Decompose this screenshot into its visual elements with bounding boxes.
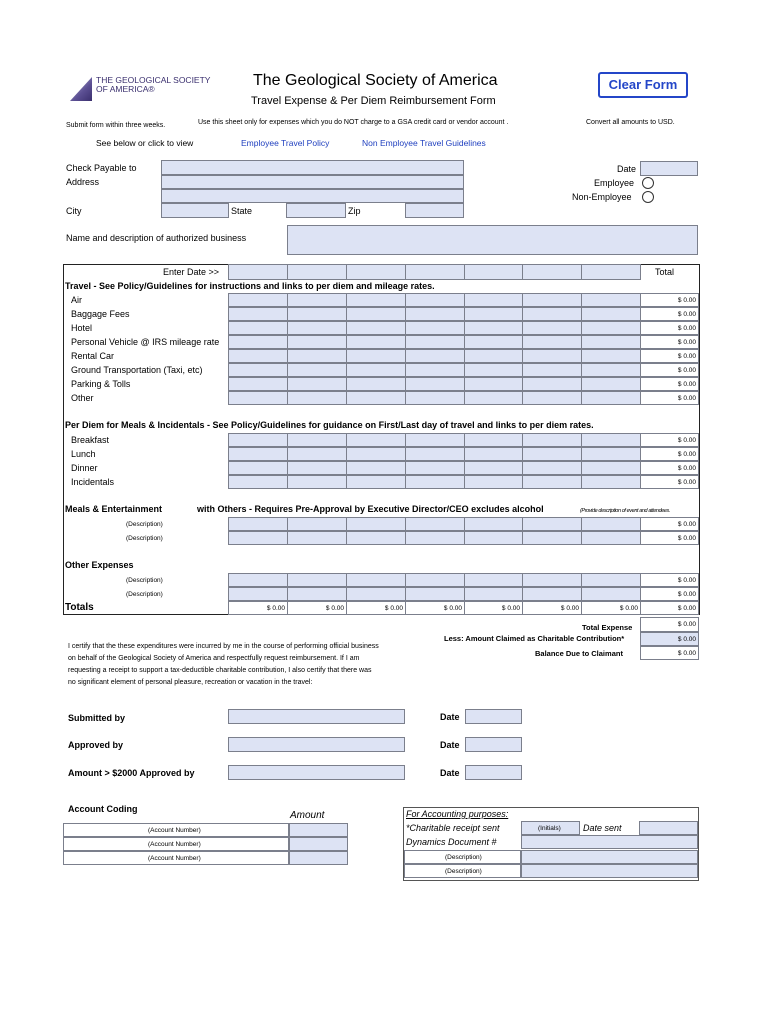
- travel-row-3-cell-7[interactable]: [581, 321, 641, 335]
- grand-total: $ 0.00: [640, 601, 699, 615]
- submitted-by-label: Submitted by: [68, 713, 126, 723]
- total-expense-value: $ 0.00: [640, 617, 699, 632]
- dynamics-field[interactable]: [521, 835, 698, 849]
- date-column-7[interactable]: [581, 264, 641, 280]
- business-desc-label: Name and description of authorized business: [66, 233, 247, 243]
- logo-text-1: THE GEOLOGICAL SOCIETY: [96, 75, 211, 85]
- address-field-2[interactable]: [161, 189, 464, 203]
- meals-row-1-total: $ 0.00: [640, 517, 699, 531]
- other-row-1-cell-3[interactable]: [346, 573, 406, 587]
- travel-row-8-cell-5[interactable]: [464, 391, 523, 405]
- travel-row-4-cell-7[interactable]: [581, 335, 641, 349]
- per-diem-row-2-cell-3[interactable]: [346, 447, 406, 461]
- total-expense-label: Total Expense: [582, 623, 633, 632]
- per-diem-row-2-cell-4[interactable]: [405, 447, 465, 461]
- totals-label: Totals: [65, 602, 94, 613]
- per-diem-row-1-cell-4[interactable]: [405, 433, 465, 447]
- approved-by-field[interactable]: [228, 737, 405, 752]
- other-row-1-cell-2[interactable]: [287, 573, 347, 587]
- over2000-date-label: Date: [440, 768, 460, 778]
- logo: [70, 75, 220, 105]
- per-diem-row-4-total: $ 0.00: [640, 475, 699, 489]
- column-total-4: $ 0.00: [405, 601, 465, 615]
- date-sent-label: Date sent: [583, 823, 622, 833]
- column-total-2: $ 0.00: [287, 601, 347, 615]
- travel-row-8-cell-4[interactable]: [405, 391, 465, 405]
- travel-row-2-cell-4[interactable]: [405, 307, 465, 321]
- travel-row-3-cell-4[interactable]: [405, 321, 465, 335]
- travel-row-4-cell-4[interactable]: [405, 335, 465, 349]
- over2000-field[interactable]: [228, 765, 405, 780]
- other-desc-label: (Description): [126, 591, 163, 598]
- charitable-sent-label: *Charitable receipt sent: [406, 823, 500, 833]
- submitted-date-field[interactable]: [465, 709, 522, 724]
- balance-due-label: Balance Due to Claimant: [535, 649, 623, 658]
- travel-row-1-cell-1[interactable]: [228, 293, 288, 307]
- other-row-2-cell-3[interactable]: [346, 587, 406, 601]
- per-diem-row-3-cell-3[interactable]: [346, 461, 406, 475]
- meals-header: Meals & Entertainment: [65, 504, 163, 514]
- per-diem-row-1-cell-3[interactable]: [346, 433, 406, 447]
- initials-field[interactable]: (Initials): [521, 821, 580, 835]
- submit-note: Submit form within three weeks.: [66, 122, 166, 129]
- travel-row-1-cell-6[interactable]: [522, 293, 582, 307]
- check-payable-label: Check Payable to: [66, 163, 137, 173]
- date-column-2[interactable]: [287, 264, 347, 280]
- travel-row-2-cell-7[interactable]: [581, 307, 641, 321]
- per-diem-row-2-cell-7[interactable]: [581, 447, 641, 461]
- travel-row-7-cell-7[interactable]: [581, 377, 641, 391]
- per-diem-row-4-cell-7[interactable]: [581, 475, 641, 489]
- travel-row-1-total: $ 0.00: [640, 293, 699, 307]
- travel-row-6-cell-6[interactable]: [522, 363, 582, 377]
- submitted-date-label: Date: [440, 712, 460, 722]
- per-diem-row-1-cell-7[interactable]: [581, 433, 641, 447]
- travel-row-5-cell-5[interactable]: [464, 349, 523, 363]
- meals-row-1-cell-5[interactable]: [464, 517, 523, 531]
- other-desc-label: (Description): [126, 577, 163, 584]
- acct-desc-1-field[interactable]: [521, 850, 698, 864]
- less-charitable-label: Less: Amount Claimed as Charitable Contribution*: [444, 634, 625, 643]
- travel-row-7-cell-1[interactable]: [228, 377, 288, 391]
- accounting-purposes-label: For Accounting purposes:: [406, 809, 509, 819]
- travel-row-1-cell-2[interactable]: [287, 293, 347, 307]
- acct-desc-2-field[interactable]: [521, 864, 698, 878]
- per-diem-row-4-cell-6[interactable]: [522, 475, 582, 489]
- travel-row-7-cell-2[interactable]: [287, 377, 347, 391]
- meals-desc-label: (Description): [126, 535, 163, 542]
- zip-field[interactable]: [405, 203, 464, 218]
- meals-note: (Provide description of event and attendees.: [580, 508, 671, 514]
- date-column-4[interactable]: [405, 264, 465, 280]
- travel-row-7-cell-6[interactable]: [522, 377, 582, 391]
- travel-row-2-cell-3[interactable]: [346, 307, 406, 321]
- travel-header: Travel - See Policy/Guidelines for instructions and links to per diem and mileage rates.: [65, 281, 435, 291]
- travel-row-6-cell-5[interactable]: [464, 363, 523, 377]
- per-diem-row-4-cell-5[interactable]: [464, 475, 523, 489]
- other-row-1-cell-5[interactable]: [464, 573, 523, 587]
- travel-row-5-cell-4[interactable]: [405, 349, 465, 363]
- travel-row-8-cell-2[interactable]: [287, 391, 347, 405]
- date-sent-field[interactable]: [639, 821, 698, 835]
- travel-row-7-cell-3[interactable]: [346, 377, 406, 391]
- payee-name-field[interactable]: [161, 160, 464, 175]
- city-label: City: [66, 206, 82, 216]
- per-diem-row-label: Breakfast: [71, 435, 110, 445]
- employee-radio[interactable]: [642, 177, 654, 189]
- state-label: State: [231, 206, 253, 216]
- other-row-1-cell-4[interactable]: [405, 573, 465, 587]
- travel-row-6-cell-2[interactable]: [287, 363, 347, 377]
- travel-row-1-cell-7[interactable]: [581, 293, 641, 307]
- travel-row-2-cell-1[interactable]: [228, 307, 288, 321]
- page-title: The Geological Society of America: [253, 72, 498, 89]
- see-below-note: See below or click to view: [96, 138, 194, 148]
- travel-row-8-cell-6[interactable]: [522, 391, 582, 405]
- amount-heading: Amount: [290, 810, 325, 821]
- other-row-1-cell-6[interactable]: [522, 573, 582, 587]
- per-diem-header: Per Diem for Meals & Incidentals - See Policy/Guidelines for guidance on First/Last day of travel and links to per diem rates.: [65, 420, 594, 430]
- per-diem-row-4-cell-2[interactable]: [287, 475, 347, 489]
- per-diem-row-1-cell-2[interactable]: [287, 433, 347, 447]
- certify-line-1: I certify that the these expenditures were incurred by me in the course of performing official business: [68, 643, 379, 650]
- per-diem-row-3-cell-7[interactable]: [581, 461, 641, 475]
- per-diem-row-1-total: $ 0.00: [640, 433, 699, 447]
- meals-row-2-cell-3[interactable]: [346, 531, 406, 545]
- certify-line-4: no significant element of personal pleasure, recreation or vacation in the travel:: [68, 679, 313, 686]
- other-row-2-cell-5[interactable]: [464, 587, 523, 601]
- meals-row-1-cell-3[interactable]: [346, 517, 406, 531]
- logo-mark-icon: [70, 77, 92, 101]
- other-row-2-cell-2[interactable]: [287, 587, 347, 601]
- per-diem-row-2-cell-1[interactable]: [228, 447, 288, 461]
- account-number-2[interactable]: (Account Number): [63, 837, 289, 851]
- state-field[interactable]: [286, 203, 346, 218]
- total-heading: Total: [655, 267, 675, 277]
- travel-row-4-total: $ 0.00: [640, 335, 699, 349]
- meals-row-1-cell-2[interactable]: [287, 517, 347, 531]
- column-total-1: $ 0.00: [228, 601, 288, 615]
- meals-row-1-cell-4[interactable]: [405, 517, 465, 531]
- date-label: Date: [617, 164, 637, 174]
- meals-row-1-cell-6[interactable]: [522, 517, 582, 531]
- travel-row-2-cell-5[interactable]: [464, 307, 523, 321]
- certify-line-2: on behalf of the Geological Society of America and respectfully request reimbursement. If I am: [68, 655, 360, 662]
- meals-row-2-cell-4[interactable]: [405, 531, 465, 545]
- travel-row-4-cell-5[interactable]: [464, 335, 523, 349]
- address-field-1[interactable]: [161, 175, 464, 189]
- meals-row-1-cell-7[interactable]: [581, 517, 641, 531]
- travel-row-4-cell-1[interactable]: [228, 335, 288, 349]
- submitted-by-field[interactable]: [228, 709, 405, 724]
- per-diem-row-3-cell-2[interactable]: [287, 461, 347, 475]
- over2000-label: Amount > $2000 Approved by: [68, 768, 195, 778]
- meals-header-note: with Others - Requires Pre-Approval by Executive Director/CEO excludes alcohol: [197, 504, 544, 514]
- travel-row-5-cell-6[interactable]: [522, 349, 582, 363]
- business-desc-field[interactable]: [287, 225, 698, 255]
- column-total-7: $ 0.00: [581, 601, 641, 615]
- travel-row-5-cell-7[interactable]: [581, 349, 641, 363]
- travel-row-8-cell-7[interactable]: [581, 391, 641, 405]
- non-employee-label: Non-Employee: [572, 192, 632, 202]
- other-row-1-total: $ 0.00: [640, 573, 699, 587]
- column-total-3: $ 0.00: [346, 601, 406, 615]
- travel-row-label: Air: [71, 295, 82, 305]
- page-subtitle: Travel Expense & Per Diem Reimbursement Form: [251, 95, 496, 107]
- city-field[interactable]: [161, 203, 229, 218]
- logo-text-2: OF AMERICA®: [96, 84, 155, 94]
- per-diem-row-3-cell-4[interactable]: [405, 461, 465, 475]
- non-employee-radio[interactable]: [642, 191, 654, 203]
- acct-desc-1: (Description): [404, 850, 521, 864]
- account-coding-title: Account Coding: [68, 804, 138, 814]
- approved-by-label: Approved by: [68, 740, 124, 750]
- travel-row-8-total: $ 0.00: [640, 391, 699, 405]
- travel-row-label: Baggage Fees: [71, 309, 130, 319]
- meals-desc-label: (Description): [126, 521, 163, 528]
- travel-row-label: Rental Car: [71, 351, 115, 361]
- meals-row-2-cell-7[interactable]: [581, 531, 641, 545]
- per-diem-row-3-total: $ 0.00: [640, 461, 699, 475]
- employee-policy-link[interactable]: Employee Travel Policy: [241, 138, 330, 148]
- per-diem-row-label: Incidentals: [71, 477, 115, 487]
- per-diem-row-3-cell-1[interactable]: [228, 461, 288, 475]
- per-diem-row-2-cell-2[interactable]: [287, 447, 347, 461]
- per-diem-row-1-cell-6[interactable]: [522, 433, 582, 447]
- travel-row-3-cell-5[interactable]: [464, 321, 523, 335]
- other-row-1-cell-1[interactable]: [228, 573, 288, 587]
- travel-row-3-cell-6[interactable]: [522, 321, 582, 335]
- per-diem-row-2-total: $ 0.00: [640, 447, 699, 461]
- travel-row-8-cell-3[interactable]: [346, 391, 406, 405]
- per-diem-row-4-cell-3[interactable]: [346, 475, 406, 489]
- account-number-1[interactable]: (Account Number): [63, 823, 289, 837]
- convert-note: Convert all amounts to USD.: [586, 119, 675, 126]
- travel-row-label: Personal Vehicle @ IRS mileage rate: [71, 337, 220, 347]
- other-row-2-total: $ 0.00: [640, 587, 699, 601]
- date-column-6[interactable]: [522, 264, 582, 280]
- meals-row-2-cell-5[interactable]: [464, 531, 523, 545]
- travel-row-7-cell-5[interactable]: [464, 377, 523, 391]
- zip-label: Zip: [348, 206, 361, 216]
- per-diem-row-1-cell-1[interactable]: [228, 433, 288, 447]
- date-column-1[interactable]: [228, 264, 288, 280]
- travel-row-3-cell-1[interactable]: [228, 321, 288, 335]
- account-amount-2[interactable]: [289, 837, 348, 851]
- travel-row-8-cell-1[interactable]: [228, 391, 288, 405]
- per-diem-row-label: Lunch: [71, 449, 96, 459]
- travel-row-2-cell-6[interactable]: [522, 307, 582, 321]
- employee-label: Employee: [594, 178, 635, 188]
- per-diem-row-3-cell-5[interactable]: [464, 461, 523, 475]
- other-row-2-cell-4[interactable]: [405, 587, 465, 601]
- charitable-amount-field[interactable]: $ 0.00: [640, 632, 699, 646]
- per-diem-row-4-cell-1[interactable]: [228, 475, 288, 489]
- non-employee-guidelines-link[interactable]: Non Employee Travel Guidelines: [362, 138, 486, 148]
- travel-row-3-cell-2[interactable]: [287, 321, 347, 335]
- travel-row-5-cell-2[interactable]: [287, 349, 347, 363]
- per-diem-row-1-cell-5[interactable]: [464, 433, 523, 447]
- travel-row-5-total: $ 0.00: [640, 349, 699, 363]
- per-diem-row-2-cell-5[interactable]: [464, 447, 523, 461]
- meals-row-2-cell-1[interactable]: [228, 531, 288, 545]
- date-field[interactable]: [640, 161, 698, 176]
- travel-row-6-total: $ 0.00: [640, 363, 699, 377]
- date-column-5[interactable]: [464, 264, 523, 280]
- travel-row-3-cell-3[interactable]: [346, 321, 406, 335]
- travel-row-4-cell-6[interactable]: [522, 335, 582, 349]
- other-row-2-cell-1[interactable]: [228, 587, 288, 601]
- travel-row-label: Parking & Tolls: [71, 379, 131, 389]
- use-sheet-note: Use this sheet only for expenses which you do NOT charge to a GSA credit card or vendor account .: [198, 119, 509, 126]
- approved-date-field[interactable]: [465, 737, 522, 752]
- balance-due-value: $ 0.00: [640, 646, 699, 660]
- column-total-5: $ 0.00: [464, 601, 523, 615]
- travel-row-6-cell-4[interactable]: [405, 363, 465, 377]
- address-label: Address: [66, 177, 100, 187]
- certify-line-3: requesting a receipt to support a tax-deductible charitable contribution, I also certify that there was: [68, 667, 372, 674]
- other-expenses-header: Other Expenses: [65, 560, 134, 570]
- acct-desc-2: (Description): [404, 864, 521, 878]
- other-row-2-cell-6[interactable]: [522, 587, 582, 601]
- account-amount-3[interactable]: [289, 851, 348, 865]
- meals-row-2-cell-6[interactable]: [522, 531, 582, 545]
- dynamics-label: Dynamics Document #: [406, 837, 497, 847]
- other-row-1-cell-7[interactable]: [581, 573, 641, 587]
- travel-row-label: Hotel: [71, 323, 93, 333]
- date-column-3[interactable]: [346, 264, 406, 280]
- account-amount-1[interactable]: [289, 823, 348, 837]
- travel-row-4-cell-3[interactable]: [346, 335, 406, 349]
- per-diem-row-label: Dinner: [71, 463, 98, 473]
- travel-row-5-cell-3[interactable]: [346, 349, 406, 363]
- over2000-date-field[interactable]: [465, 765, 522, 780]
- per-diem-row-3-cell-6[interactable]: [522, 461, 582, 475]
- per-diem-row-4-cell-4[interactable]: [405, 475, 465, 489]
- travel-row-label: Ground Transportation (Taxi, etc): [71, 365, 203, 375]
- meals-row-1-cell-1[interactable]: [228, 517, 288, 531]
- travel-row-2-total: $ 0.00: [640, 307, 699, 321]
- travel-row-1-cell-5[interactable]: [464, 293, 523, 307]
- travel-row-1-cell-4[interactable]: [405, 293, 465, 307]
- column-total-6: $ 0.00: [522, 601, 582, 615]
- travel-row-2-cell-2[interactable]: [287, 307, 347, 321]
- account-number-3[interactable]: (Account Number): [63, 851, 289, 865]
- per-diem-row-2-cell-6[interactable]: [522, 447, 582, 461]
- travel-row-6-cell-7[interactable]: [581, 363, 641, 377]
- travel-row-1-cell-3[interactable]: [346, 293, 406, 307]
- approved-date-label: Date: [440, 740, 460, 750]
- travel-row-7-cell-4[interactable]: [405, 377, 465, 391]
- travel-row-label: Other: [71, 393, 94, 403]
- travel-row-6-cell-1[interactable]: [228, 363, 288, 377]
- meals-row-2-cell-2[interactable]: [287, 531, 347, 545]
- other-row-2-cell-7[interactable]: [581, 587, 641, 601]
- clear-form-button[interactable]: Clear Form: [598, 72, 688, 98]
- travel-row-5-cell-1[interactable]: [228, 349, 288, 363]
- travel-row-6-cell-3[interactable]: [346, 363, 406, 377]
- travel-row-4-cell-2[interactable]: [287, 335, 347, 349]
- travel-row-7-total: $ 0.00: [640, 377, 699, 391]
- enter-date-label: Enter Date >>: [163, 267, 220, 277]
- travel-row-3-total: $ 0.00: [640, 321, 699, 335]
- meals-row-2-total: $ 0.00: [640, 531, 699, 545]
